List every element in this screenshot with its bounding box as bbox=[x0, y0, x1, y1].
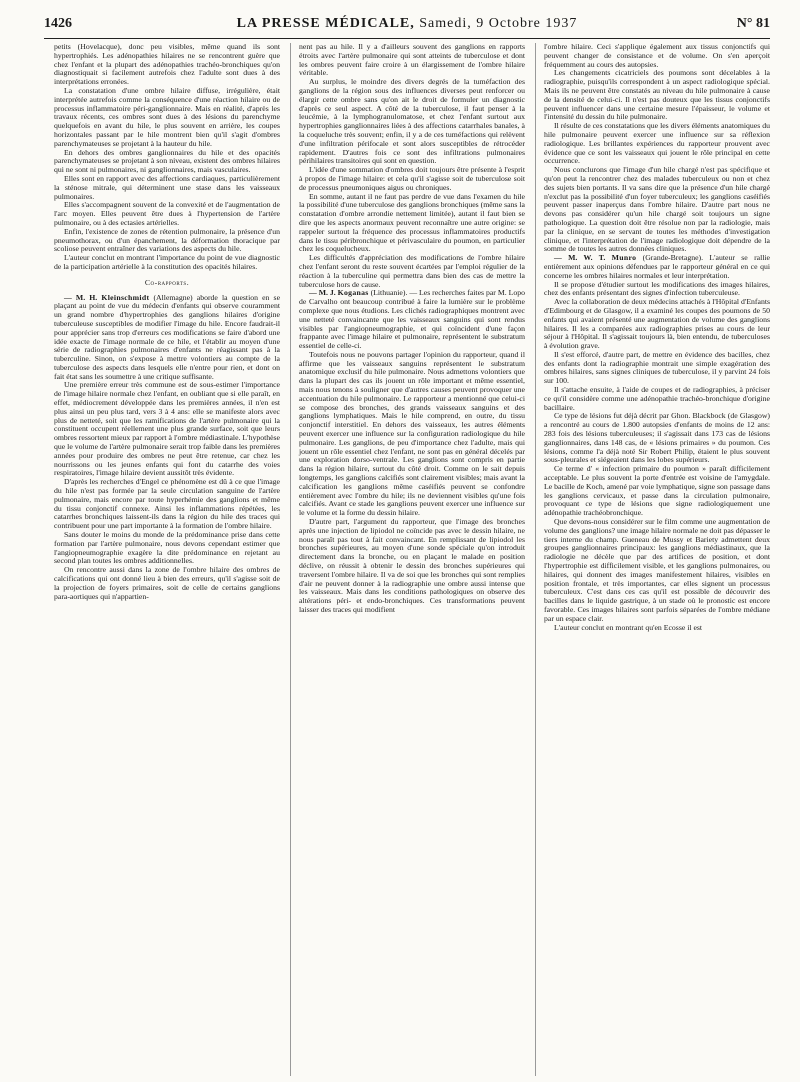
speaker-name: Koganas bbox=[337, 288, 369, 298]
paragraph: petits (Hovelacque), donc peu visibles, même quand ils sont hypertrophiés. Les adénopathies hilaires ne se rencontrent guère que chez l'enfant et la plupart des adénopathies trachéo-bronchiques qu'on diagnostiquait si facilement autrefois chez l'adulte sont dues à des interprétations erronées. bbox=[54, 43, 280, 87]
paragraph: Ce terme d' « infection primaire du poumon » paraît difficilement acceptable. Le plus souvent la porte d'entrée est voisine de l'amygdale. Le bacille de Koch, amené par voie lymphatique, signe son passage dans les ganglions cervicaux, et passe dans la circulation pulmonaire, provoquant ce type de lésions que signe radiologiquement une adénopathie trachéobronchique. bbox=[544, 464, 770, 518]
masthead bbox=[164, 16, 650, 32]
paragraph: Enfin, l'existence de zones de rétention pulmonaire, la présence d'un pneumothorax, ou d'un épanchement, la déformation thoracique par scoliose peuvent entraîner des variations des aspects du hile. bbox=[54, 226, 280, 254]
paragraph: Que devons-nous considérer sur le film comme une augmentation de volume des ganglions? une image hilaire normale ne doit pas dépasser le tiers interne du champ. Gueneau de Mussy et Bariety admettent deux groupes ganglionnaires principaux: les ganglions médiastinaux, que la radiologie ne décèle que par des artifices de position, et dont l'hypertrophie est difficilement visible, et les ganglions pulmonaires, ou hilaires, qui donnent des images manifestement hilaires, visibles en position frontale, et très importantes, car elles signent un processus tuberculeux. C'est dans ces cas qu'il est possible de découvrir des bacilles dans le liquide gastrique, à un stade où le pronostic est encore favorable. Ces images hilaires sont parfois séparées de l'ombre médiane par un espace clair. bbox=[544, 517, 770, 623]
article-columns bbox=[54, 43, 770, 1076]
paragraph: L'idée d'une sommation d'ombres doit toujours être présente à l'esprit à propos de l'image hilaire: et cela qu'il s'agisse soit de tuberculose soit de processus pneumoniques aigus ou chroniques. bbox=[299, 165, 525, 192]
page-header bbox=[44, 16, 770, 39]
paragraph: En somme, autant il ne faut pas perdre de vue dans l'examen du hile la possibilité d'une tuberculose des ganglions bronchiques (même sans la constatation d'ombre arrondie nettement limitée), autant il faut bien se dire que les aspects anormaux peuvent reconnaître une autre origine: se rappeler surtout la fréquence des processus inflammatoires productifs dans le tissu péribronchique et périvasculaire du poumon, en particulier chez les coquelucheux. bbox=[299, 191, 525, 254]
paragraph: Il résulte de ces constatations que les divers éléments anatomiques du hile pulmonaire peuvent exercer une influence sur sa réflexion radiologique. Les brillantes expériences du rapporteur prouvent avec évidence que ce sont les vaisseaux qui jouent le rôle principal en cette occurrence. bbox=[544, 121, 770, 166]
issue-number: N° 81 bbox=[736, 16, 770, 31]
paragraph: Avec la collaboration de deux médecins attachés à l'Hôpital d'Enfants d'Edimbourg et de Glasgow, il a examiné les coupes des poumons de 50 enfants qui avaient présenté une augmentation de volume des ganglions hilaires. Il les a comparées aux radiographies prises au cours de leur séjour à l'Hôpital. Il s'agissait toujours là, bien entendu, de tuberculoses à évolution grave. bbox=[544, 297, 770, 351]
paragraph: Elles sont en rapport avec des affections cardiaques, particulièrement la sténose mitrale, qui déterminent une stase dans les vaisseaux pulmonaires. bbox=[54, 173, 280, 201]
paragraph-text: (Grande-Bretagne). L'auteur se rallie entièrement aux opinions défendues par le rapporteur général en ce qui concerne les ombres hilaires normales et leur interprétation. bbox=[544, 253, 770, 280]
column-3 bbox=[535, 43, 770, 1076]
speaker-prefix: — M. H. bbox=[64, 292, 102, 302]
paragraph: La constatation d'une ombre hilaire diffuse, irrégulière, était interprétée autrefois comme la conséquence d'une réaction hilaire ou de processus inflammatoire péri-ganglionnaire. Mais en réalité, d'après les travaux récents, ces ombres sont dues à des lésions du parenchyme quelquefois en avant du hile, le plus souvent en arrière, les coupes horizontales passant par le hile montrent bien qu'il s'agit d'ombres parenchymateuses se projetant à la hauteur du hile. bbox=[54, 85, 280, 148]
paragraph: Ce type de lésions fut déjà décrit par Ghon. Blackbock (de Glasgow) a rencontré au cours de 1.800 autopsies d'enfants de moins de 12 ans: 283 fois des lésions tuberculeuses; il s'agissait dans 173 cas de lésions ganglionnaires, dans 148 cas, de « lésions primaires » du poumon. Ces lésions, comme l'a déjà noté Sir Robert Philip, étaient le plus souvent sous-pleurales et siégeaient dans les lobes supérieurs. bbox=[544, 411, 770, 465]
page-number: 1426 bbox=[44, 16, 72, 31]
speaker-name: Munro bbox=[611, 253, 637, 263]
corapport-paragraph bbox=[54, 294, 280, 382]
speaker-prefix: — M. W. T. bbox=[554, 253, 612, 263]
paragraph-text: (Allemagne) aborde la question en se plaçant au point de vue du médecin d'enfants qui observe couramment un grand nombre d'hypertrophies des ganglions hilaires d'origine tuberculeuse susceptibles de modifier l'image du hile. Encore faudrait-il pour apprécier sans trop d'erreurs ces modifications se faire d'abord une idée exacte de l'image normale de ce hile, et l'établir au moyen d'une série de radiographies pulmonaires d'enfants ne réagissant pas à la tuberculine. Sinon, on s'expose à mettre volontiers au compte de la tuberculose des aspects dans lesquels elle n'entre pour rien, et dont on fait état sans les soumettre à une critique suffisante. bbox=[54, 292, 280, 381]
paragraph: nent pas au hile. Il y a d'ailleurs souvent des ganglions en rapports étroits avec l'artère pulmonaire qui sont atteints de tuberculose et dont les ombres peuvent faire croire à un élargissement de l'ombre hilaire véritable. bbox=[299, 43, 525, 78]
speaker-name: Kleinschmidt bbox=[101, 292, 150, 302]
paragraph: Toutefois nous ne pouvons partager l'opinion du rapporteur, quand il affirme que les vaisseaux sanguins représentent le substratum anatomique exclusif du hile pulmonaire. Nous admettons volontiers que dans la plupart des cas ils jouent un rôle important et même essentiel, mais nous tenons à souligner que d'autres causes peuvent provoquer une accentuation du hile pulmonaire. Le rapporteur a mentionné que celui-ci se compose des bronches, des grands vaisseaux sanguins et des ganglions lymphatiques. Mais le hile comprend, en outre, du tissu conjonctif interstitiel. En dehors des vaisseaux, les autres éléments peuvent exercer une influence sur la configuration radiologique du hile pulmonaire. Les ganglions, de peu d'importance chez l'adulte, mais qui jouent un rôle essentiel chez l'enfant, ne sont pas en général décelés par une exploration dorso-ventrale. Les ganglions sont compris en partie dans la région hilaire, surtout du côté droit. Comme on le sait depuis longtemps, les ganglions calcifiés sont clairement visibles; mais avant la calcification les ganglions même caséifiés peuvent se confondre entièrement avec l'ombre du hile; ils ne deviennent visibles qu'une fois calcifiés. Avant ce stade les ganglions peuvent exercer une influence sur le volume et la forme du dessin hilaire. bbox=[299, 349, 525, 518]
paragraph: D'après les recherches d'Engel ce phénomène est dû à ce que l'image du hile n'est pas formée par la seule circulation sanguine de l'artère pulmonaire, mais encore par toute hyperhémie des ganglions et même du tissu conjonctif connexe. Ainsi les inflammations répétées, les catarrhes bronchiques laissent-ils dans la région du hile des traces qui contribuent pour une part importante à la formation de l'ombre hilaire. bbox=[54, 477, 280, 531]
paragraph: En dehors des ombres ganglionnaires du hile et des opacités parenchymateuses se projetant à son niveau, existent des ombres hilaires qui ne sont ni pulmonaires, ni ganglionnaires, mais vasculaires. bbox=[54, 147, 280, 175]
corapport-paragraph bbox=[544, 254, 770, 280]
paragraph: Il s'attache ensuite, à l'aide de coupes et de radiographies, à préciser ce qu'il considère comme une adénopathie trachéo-bronchique d'origine bacillaire. bbox=[544, 385, 770, 412]
paragraph: Sans douter le moins du monde de la prédominance prise dans cette formation par l'artère pulmonaire, nous devons cependant estimer que l'angiopneumographie exagère la dite prédominance en rejetant au second plan toutes les ombres additionnelles. bbox=[54, 530, 280, 566]
paragraph: Une première erreur très commune est de sous-estimer l'importance de l'image hilaire normale chez l'enfant, en oubliant que si elle paraît, en effet, médiocrement développée dans les premières années, il n'en est plus ainsi un peu plus tard, vers 3 à 4 ans: elle se manifeste alors avec plus de netteté, soit que les ramifications de l'artère pulmonaire qui la constituent occupent réellement une plus grande surface, soit que leurs ombres ressortent mieux par rapport à l'ombre médiastinale. L'hypothèse que le volume de l'artère pulmonaire serait trop faible dans les premières années pour produire des ombres ne peut être retenue, car chez les nourrissons ou les jeunes enfants qui font du catarrhe des voies respiratoires, l'image hilaire devient aussitôt très évidente. bbox=[54, 380, 280, 478]
paragraph: Nous conclurons que l'image d'un hile chargé n'est pas spécifique et qu'on peut la rencontrer chez des malades tuberculeux ou non et chez des sujets bien portants. Il va sans dire que la présence d'un hile chargé n'exclut pas la possibilité d'un foyer tuberculeux; les ganglions caséifiés peuvent passer inaperçus dans l'ombre hilaire. D'autre part nous ne devons pas considérer qu'un hile chargé soit toujours un signe pathologique. La question doit être résolue non par la radiologie, mais par la clinique, en se servant de toutes les méthodes d'investigation clinique, et l'interprétation de l'image radiologique doit dépendre de la somme de toutes les autres données cliniques. bbox=[544, 165, 770, 254]
paragraph-text: (Lithuanie). — Les recherches faites par M. Lopo de Carvalho ont beaucoup contribué à faire la lumière sur le problème complexe que nous étudions. Les clichés radiographiques montrent avec une netteté convaincante que les vaisseaux sanguins qui sont rendus visibles par l'angiopneumographie, et qui coïncident d'une façon frappante avec l'image hilaire et pulmonaire, représentent le substratum essentiel de celle-ci. bbox=[299, 288, 525, 351]
paragraph: L'auteur conclut en montrant qu'en Ecosse il est bbox=[554, 622, 703, 632]
section-heading: Co-rapports. bbox=[144, 277, 190, 287]
journal-title: LA PRESSE MÉDICALE, bbox=[236, 16, 415, 31]
paragraph: L'auteur conclut en montrant l'importance du point de vue diagnostic de la participation artérielle à la constitution des opacités hilaires. bbox=[54, 253, 280, 271]
corapport-paragraph bbox=[299, 289, 525, 351]
paragraph: Au surplus, le moindre des divers degrés de la tuméfaction des ganglions de la région sous des influences diverses peut renforcer ou élargir cette ombre sans qu'on ait le droit de formuler un diagnostic d'après ce seul aspect. A côté de la tuberculose, il faut penser à la leucémie, à la lymphogranulomatose, et chez l'enfant surtout aux hypertrophies ganglionnaires liées à des affections catarrhales banales, à la coqueluche très souvent; enfin, il y a de ces tuméfactions qui relèvent d'une infiltration périfocale et sont alors susceptibles de rétrocéder rapidement. D'autres fois ce sont des infiltrations pulmonaires périhilaires transitoires qui sont en question. bbox=[299, 77, 525, 166]
paragraph: Les changements cicatriciels des poumons sont décelables à la radiographie, puisqu'ils correspondent à un aspect radiologique spécial. Mais ils ne peuvent être constatés au niveau du hile pulmonaire à cause de la densité de celui-ci. Il n'est pas douteux que les tissus conjonctifs peuvent influencer dans une certaine mesure l'épaisseur, le volume et l'intensité du dessin du hile pulmonaire. bbox=[544, 68, 770, 122]
column-1 bbox=[54, 43, 280, 1076]
column-2 bbox=[290, 43, 525, 1076]
speaker-prefix: — M. J. bbox=[309, 288, 338, 298]
paragraph: Il s'est efforcé, d'autre part, de mettre en évidence des bacilles, chez des enfants dont la radiographie montrait une simple exagération des ombres hilaires, sans signes cliniques de tuberculose, il y parvint 24 fois sur 100. bbox=[544, 349, 770, 386]
issue-date: Samedi, 9 Octobre 1937 bbox=[419, 16, 578, 31]
paragraph: Elles s'accompagnent souvent de la convexité et de l'augmentation de l'arc moyen. Elles peuvent être dues à l'hypertension de l'artère pulmonaire, ou à des ectasies artérielles. bbox=[54, 200, 280, 227]
paragraph: Les difficultés d'appréciation des modifications de l'ombre hilaire chez l'enfant seront du reste souvent écartées par l'emploi régulier de la réaction à la tuberculine qui permettra dans bien des cas de mettre la tuberculose hors de cause. bbox=[299, 253, 525, 289]
paragraph: D'autre part, l'argument du rapporteur, que l'image des bronches après une injection de lipiodol ne coïncide pas avec le dessin hilaire, ne nous paraît pas tout à fait convaincant. En remplissant de lipiodol les bronches supérieures, au moyen d'une sonde spéciale qu'on introduit directement dans la bronche, ou en plaçant le malade en position déclive, on réussit à obtenir le dessin des bronches supérieures qui traversent l'ombre hilaire. Il va de soi que les bronches qui sont remplies d'air ne peuvent donner à la radiographie une ombre aussi intense que les vaisseaux. Mais dans les conditions pathologiques on observe des altérations péri- et endo-bronchiques. Ces transformations peuvent laisser des traces qui modifient bbox=[299, 517, 525, 614]
paragraph: On rencontre aussi dans la zone de l'ombre hilaire des ombres de calcifications qui ont donné lieu à bien des erreurs, qu'il s'agisse soit de la projection de foyers primaires, soit de celle de certains ganglions para-aortiques qui n'appartien- bbox=[54, 565, 280, 601]
paragraph: l'ombre hilaire. Ceci s'applique également aux tissus conjonctifs qui peuvent changer de consistance et de volume. On s'en aperçoit fréquemment au cours des autopsies. bbox=[544, 43, 770, 69]
paragraph: Il se propose d'étudier surtout les modifications des images hilaires, chez des enfants présentant des signes d'infection tuberculeuse. bbox=[544, 279, 770, 298]
